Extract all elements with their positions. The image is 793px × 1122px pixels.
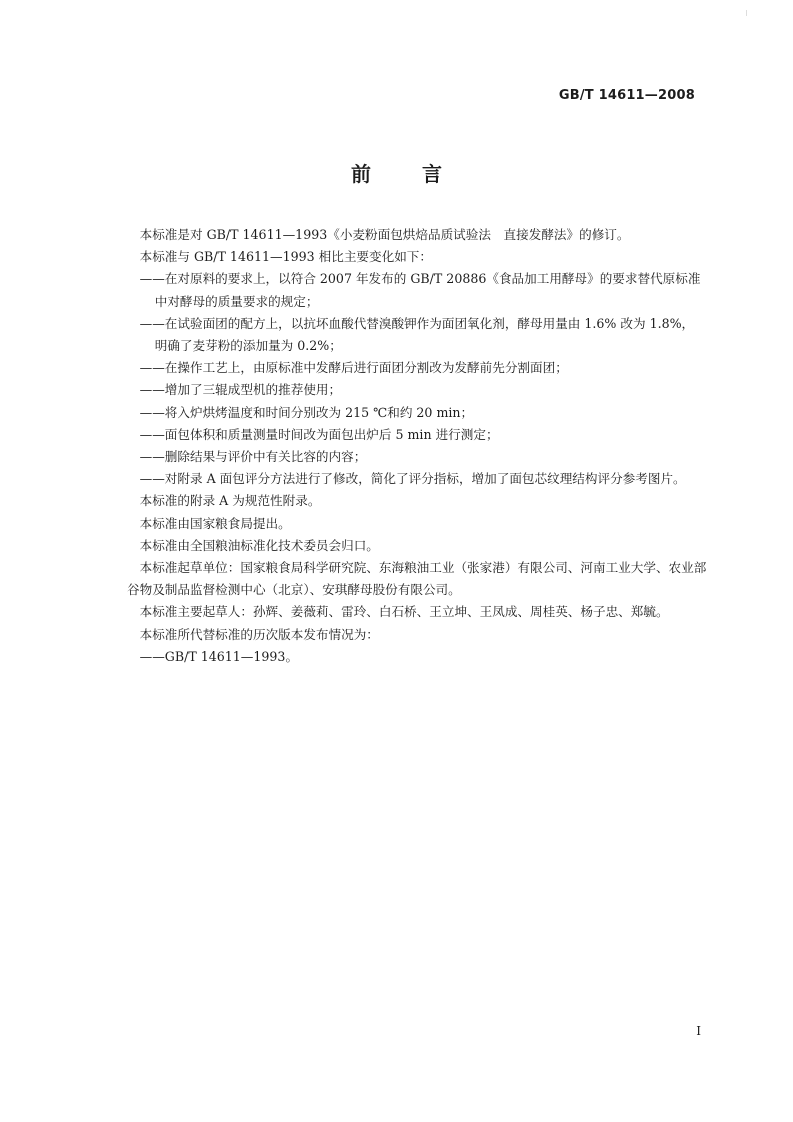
page-title: 前 言 — [351, 162, 464, 186]
paragraph-revision: 本标准是对 GB/T 14611—1993《小麦粉面包烘焙品质试验法 直接发酵法》的修订。 — [139, 227, 630, 242]
standard-code: GB/T 14611—2008 — [558, 88, 695, 103]
change-item-yeast-cont: 中对酵母的质量要求的规定； — [154, 293, 319, 309]
change-item-baking: ——将入炉烘烤温度和时间分别改为 215 ℃和约 20 min； — [139, 404, 474, 420]
paragraph-history-intro: 本标准所代替标准的历次版本发布情况为： — [139, 626, 379, 642]
paragraph-drafting-units: 本标准起草单位：国家粮食局科学研究院、东海粮油工业（张家港）有限公司、河南工业大学、农业部 — [139, 560, 707, 576]
page-number: I — [696, 1024, 701, 1038]
change-item-measurement: ——面包体积和质量测量时间改为面包出炉后 5 min 进行测定； — [139, 426, 499, 442]
change-item-formula-cont: 明确了麦芽粉的添加量为 0.2%； — [154, 338, 342, 354]
paragraph-proposed-by: 本标准由国家粮食局提出。 — [139, 515, 291, 531]
paragraph-drafters: 本标准主要起草人：孙辉、姜薇莉、雷玲、白石桥、王立坤、王凤成、周桂英、杨子忠、郑毓。 — [139, 604, 669, 620]
history-item: ——GB/T 14611—1993。 — [139, 648, 299, 664]
scan-edge-mark — [746, 10, 747, 16]
paragraph-annex-normative: 本标准的附录 A 为规范性附录。 — [139, 493, 321, 509]
change-item-delete: ——删除结果与评价中有关比容的内容； — [139, 449, 367, 465]
change-item-formula: ——在试验面团的配方上，以抗坏血酸代替溴酸钾作为面团氧化剂，酵母用量由 1.6% 改为 1.8%， — [139, 315, 695, 331]
paragraph-centralized-by: 本标准由全国粮油标准化技术委员会归口。 — [139, 537, 379, 553]
change-item-sheeter: ——增加了三辊成型机的推荐使用； — [139, 382, 342, 398]
paragraph-changes-intro: 本标准与 GB/T 14611—1993 相比主要变化如下： — [139, 249, 432, 265]
change-item-process: ——在操作工艺上，由原标准中发酵后进行面团分割改为发酵前先分割面团； — [139, 360, 568, 376]
change-item-annex: ——对附录 A 面包评分方法进行了修改，简化了评分指标，增加了面包芯纹理结构评分参考图片。 — [139, 471, 686, 487]
paragraph-drafting-units-cont: 谷物及制品监督检测中心（北京）、安琪酵母股份有限公司。 — [127, 582, 461, 598]
change-item-yeast: ——在对原料的要求上，以符合 2007 年发布的 GB/T 20886《食品加工用酵母》的要求替代原标准 — [139, 271, 701, 287]
foreword-body — [127, 224, 717, 668]
